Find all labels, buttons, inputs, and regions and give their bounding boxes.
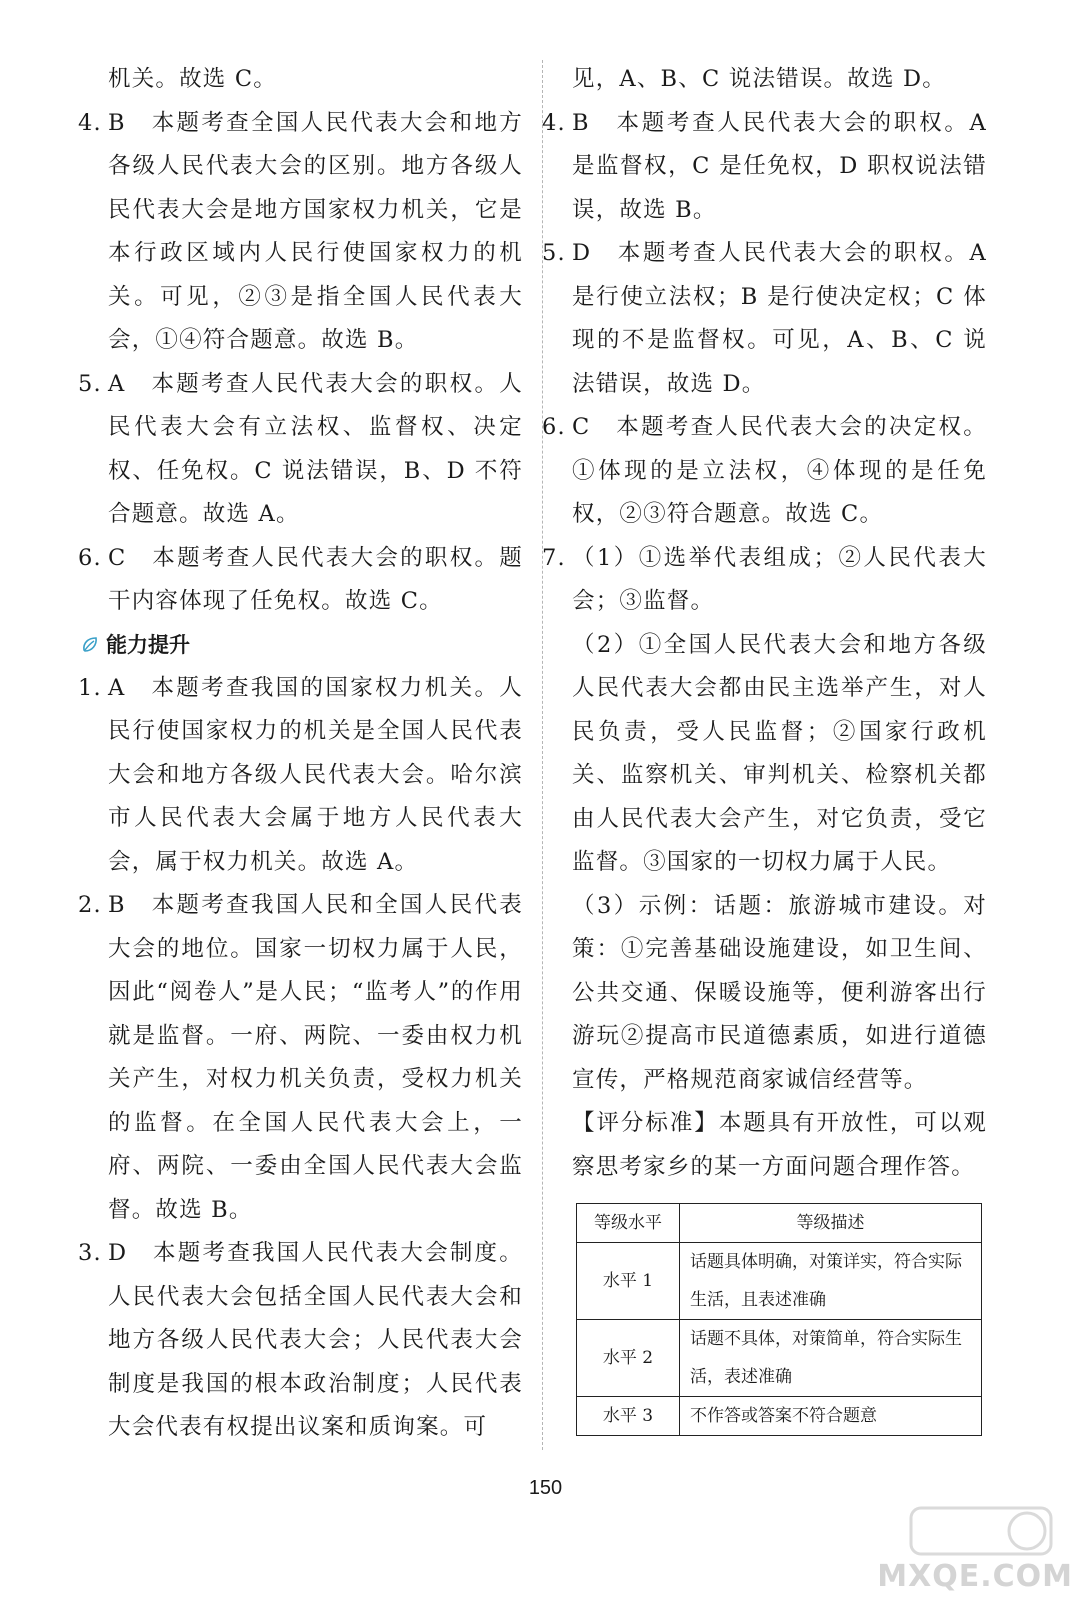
- level-cell: 水平 3: [577, 1397, 680, 1436]
- q7-part3: （3）示例：话题：旅游城市建设。对策：①完善基础设施建设，如卫生间、公共交通、保暖设施等，便利游客出行游玩②提高市民道德素质，如进行道德宣传，严格规范商家诚信经营等。: [572, 892, 987, 1093]
- item-text: A 本题考查我国的国家权力机关。人民行使国家权力的机关是全国人民代表大会和地方各级人民代表大会。哈尔滨市人民代表大会属于地方人民代表大会，属于权力机关。故选 A。: [108, 674, 523, 875]
- item-text: B 本题考查我国人民和全国人民代表大会的地位。国家一切权力属于人民，因此“阅卷人”是人民；“监考人”的作用就是监督。一府、两院、一委由权力机关产生，对权力机关负责，受权力机关的监督。在全国人民代表大会上，一府、两院、一委由全国人民代表大会监督。故选 B。: [108, 892, 523, 1223]
- watermark-logo: [909, 1502, 1059, 1558]
- desc-cell: 话题具体明确，对策详实，符合实际生活，且表述准确: [680, 1243, 982, 1320]
- item-text: B 本题考查人民代表大会的职权。A 是监督权，C 是任免权，D 职权说法错误，故选 B。: [572, 109, 987, 223]
- right-column: [542, 58, 987, 1436]
- table-row: [577, 1320, 982, 1397]
- table-row: [577, 1243, 982, 1320]
- item-text: （1）①选举代表组成；②人民代表大会；③监督。: [572, 544, 987, 614]
- desc-cell: 不作答或答案不符合题意: [680, 1397, 982, 1436]
- continued-text: 见，A、B、C 说法错误。故选 D。: [572, 66, 946, 92]
- item-number: 7.: [542, 544, 566, 571]
- answer-item: [542, 406, 987, 537]
- item-number: 4.: [542, 109, 566, 136]
- item-number: 1.: [78, 674, 102, 701]
- item-text: A 本题考查人民代表大会的职权。人民代表大会有立法权、监督权、决定权、任免权。C 说法错误，B、D 不符合题意。故选 A。: [108, 370, 523, 527]
- left-column: [78, 58, 523, 1450]
- item-number: 3.: [78, 1240, 102, 1266]
- level-cell: 水平 1: [577, 1243, 680, 1320]
- item-number: 2.: [78, 892, 102, 918]
- section-title: 能力提升: [106, 632, 190, 657]
- table-row: [577, 1397, 982, 1436]
- leaf-icon: [80, 635, 100, 655]
- item-number: 6.: [78, 544, 102, 571]
- q7-part2: （2）①全国人民代表大会和地方各级人民代表大会都由民主选举产生，对人民负责，受人民监督；②国家行政机关、监察机关、审判机关、检察机关都由人民代表大会产生，对它负责，受它监督。③国家的一切权力属于人民。: [572, 631, 987, 875]
- item-number: 6.: [542, 414, 566, 440]
- table-header-row: [577, 1204, 982, 1243]
- page-number: 150: [528, 1477, 563, 1499]
- answer-item: [78, 363, 523, 537]
- table-header: 等级描述: [680, 1204, 982, 1243]
- watermark: [877, 1490, 1073, 1594]
- section-heading: [80, 624, 523, 667]
- scoring-standard: 【评分标准】本题具有开放性，可以观察思考家乡的某一方面问题合理作答。: [572, 1110, 987, 1180]
- item-text: B 本题考查全国人民代表大会和地方各级人民代表大会的区别。地方各级人民代表大会是地方国家权力机关，它是本行政区域内人民行使国家权力的机关。可见，②③是指全国人民代表大会，①④符合题意。故选 B。: [108, 109, 523, 353]
- answer-item: [78, 102, 523, 363]
- level-cell: 水平 2: [577, 1320, 680, 1397]
- item-text: C 本题考查人民代表大会的决定权。①体现的是立法权，④体现的是任免权，②③符合题意。故选 C。: [572, 414, 987, 527]
- item-number: 4.: [78, 109, 102, 136]
- answer-item: [78, 537, 523, 624]
- item-number: 5.: [78, 370, 102, 397]
- watermark-url: MXQE.COM: [877, 1559, 1073, 1594]
- grading-table: [576, 1203, 982, 1436]
- desc-cell: 话题不具体，对策简单，符合实际生活，表述准确: [680, 1320, 982, 1397]
- answer-item: [78, 1232, 523, 1450]
- answer-item: [542, 102, 987, 233]
- answer-item: [542, 537, 987, 624]
- answer-item: [542, 232, 987, 406]
- item-number: 5.: [542, 240, 566, 266]
- table-header: 等级水平: [577, 1204, 680, 1243]
- item-text: D 本题考查我国人民代表大会制度。人民代表大会包括全国人民代表大会和地方各级人民代表大会；人民代表大会制度是我国的根本政治制度；人民代表大会代表有权提出议案和质询案。可: [108, 1240, 523, 1440]
- answer-item: [78, 667, 523, 885]
- item-text: D 本题考查人民代表大会的职权。A 是行使立法权；B 是行使决定权；C 体现的不是监督权。可见，A、B、C 说法错误，故选 D。: [572, 240, 987, 397]
- answer-item: [78, 884, 523, 1232]
- item-text: C 本题考查人民代表大会的职权。题干内容体现了任免权。故选 C。: [108, 544, 523, 614]
- continued-text: 机关。故选 C。: [108, 66, 277, 92]
